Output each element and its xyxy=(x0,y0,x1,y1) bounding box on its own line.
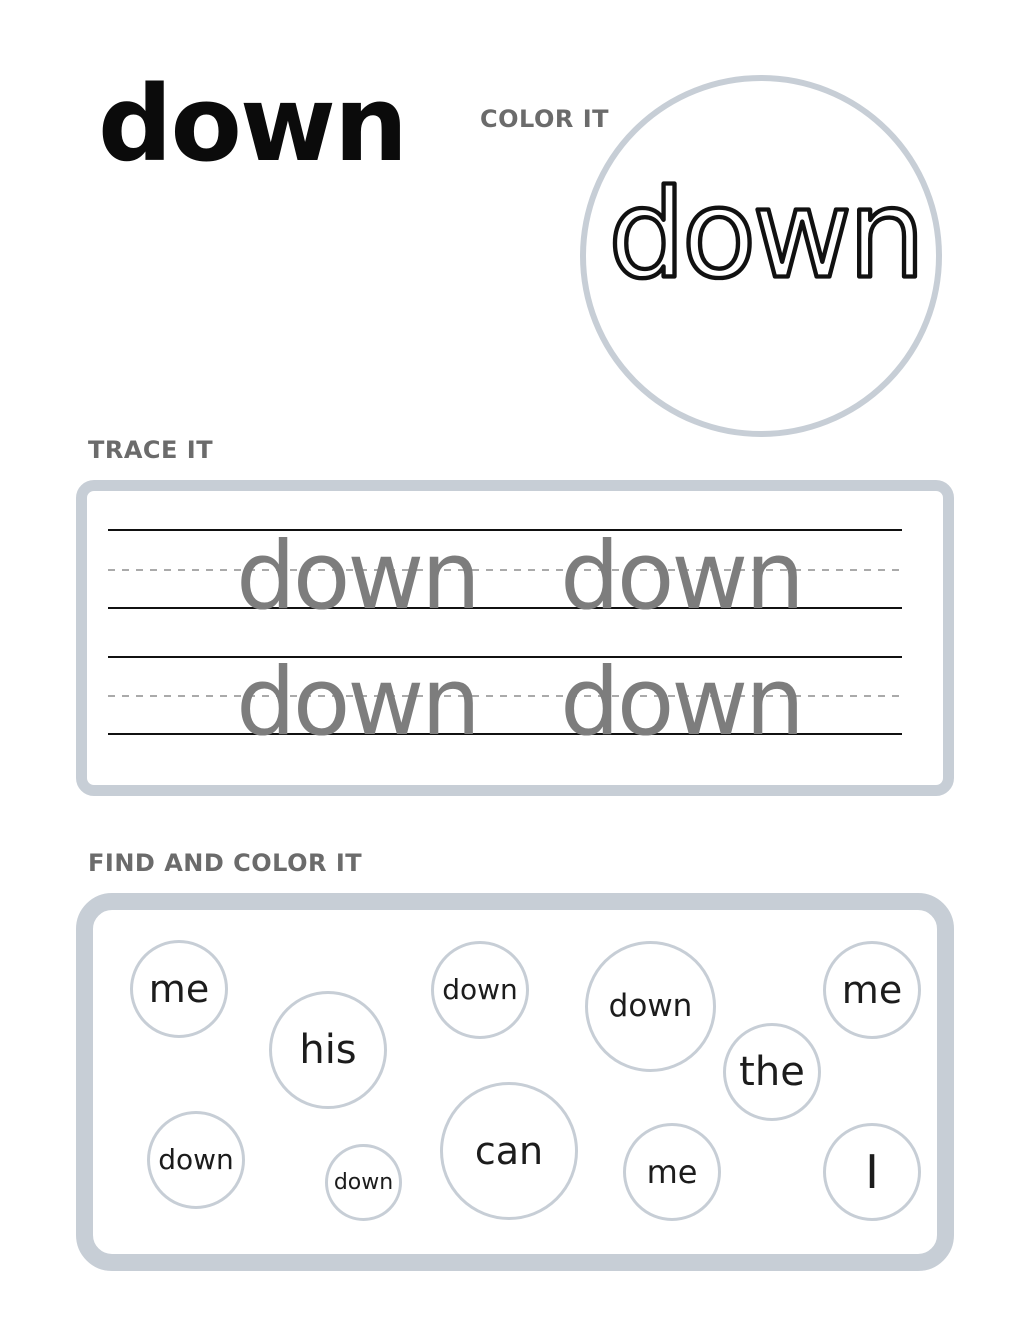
word-bubble[interactable] xyxy=(147,1111,245,1209)
word-bubble[interactable] xyxy=(823,941,921,1039)
word-bubble[interactable] xyxy=(823,1123,921,1221)
trace-word[interactable]: down xyxy=(560,648,802,757)
bubble-word: I xyxy=(865,1145,879,1199)
word-bubble[interactable] xyxy=(269,991,387,1109)
bubble-word: me xyxy=(148,967,210,1011)
bubble-word: down xyxy=(442,973,518,1006)
trace-word[interactable]: down xyxy=(236,522,478,631)
word-bubble[interactable] xyxy=(440,1082,578,1220)
word-bubble[interactable] xyxy=(623,1123,721,1221)
main-word-title: down xyxy=(98,63,407,185)
word-bubble[interactable] xyxy=(723,1023,821,1121)
bubble-word: me xyxy=(841,968,903,1012)
trace-word[interactable]: down xyxy=(560,522,802,631)
bubble-word: down xyxy=(158,1143,234,1176)
word-bubble[interactable] xyxy=(585,941,716,1072)
bubble-word: down xyxy=(608,988,693,1024)
bubble-word: me xyxy=(646,1153,698,1191)
color-it-label: COLOR IT xyxy=(480,105,609,133)
trace-it-label: TRACE IT xyxy=(88,436,214,464)
bubble-word: can xyxy=(474,1129,544,1173)
word-bubble[interactable] xyxy=(431,941,529,1039)
trace-word[interactable]: down xyxy=(236,648,478,757)
bubble-word: down xyxy=(333,1169,394,1195)
bubble-word: the xyxy=(739,1049,805,1095)
outline-word[interactable]: down xyxy=(608,163,922,306)
word-bubble[interactable] xyxy=(325,1144,402,1221)
word-bubble[interactable] xyxy=(130,940,228,1038)
find-and-color-it-label: FIND AND COLOR IT xyxy=(88,849,363,877)
bubble-word: his xyxy=(299,1027,357,1073)
